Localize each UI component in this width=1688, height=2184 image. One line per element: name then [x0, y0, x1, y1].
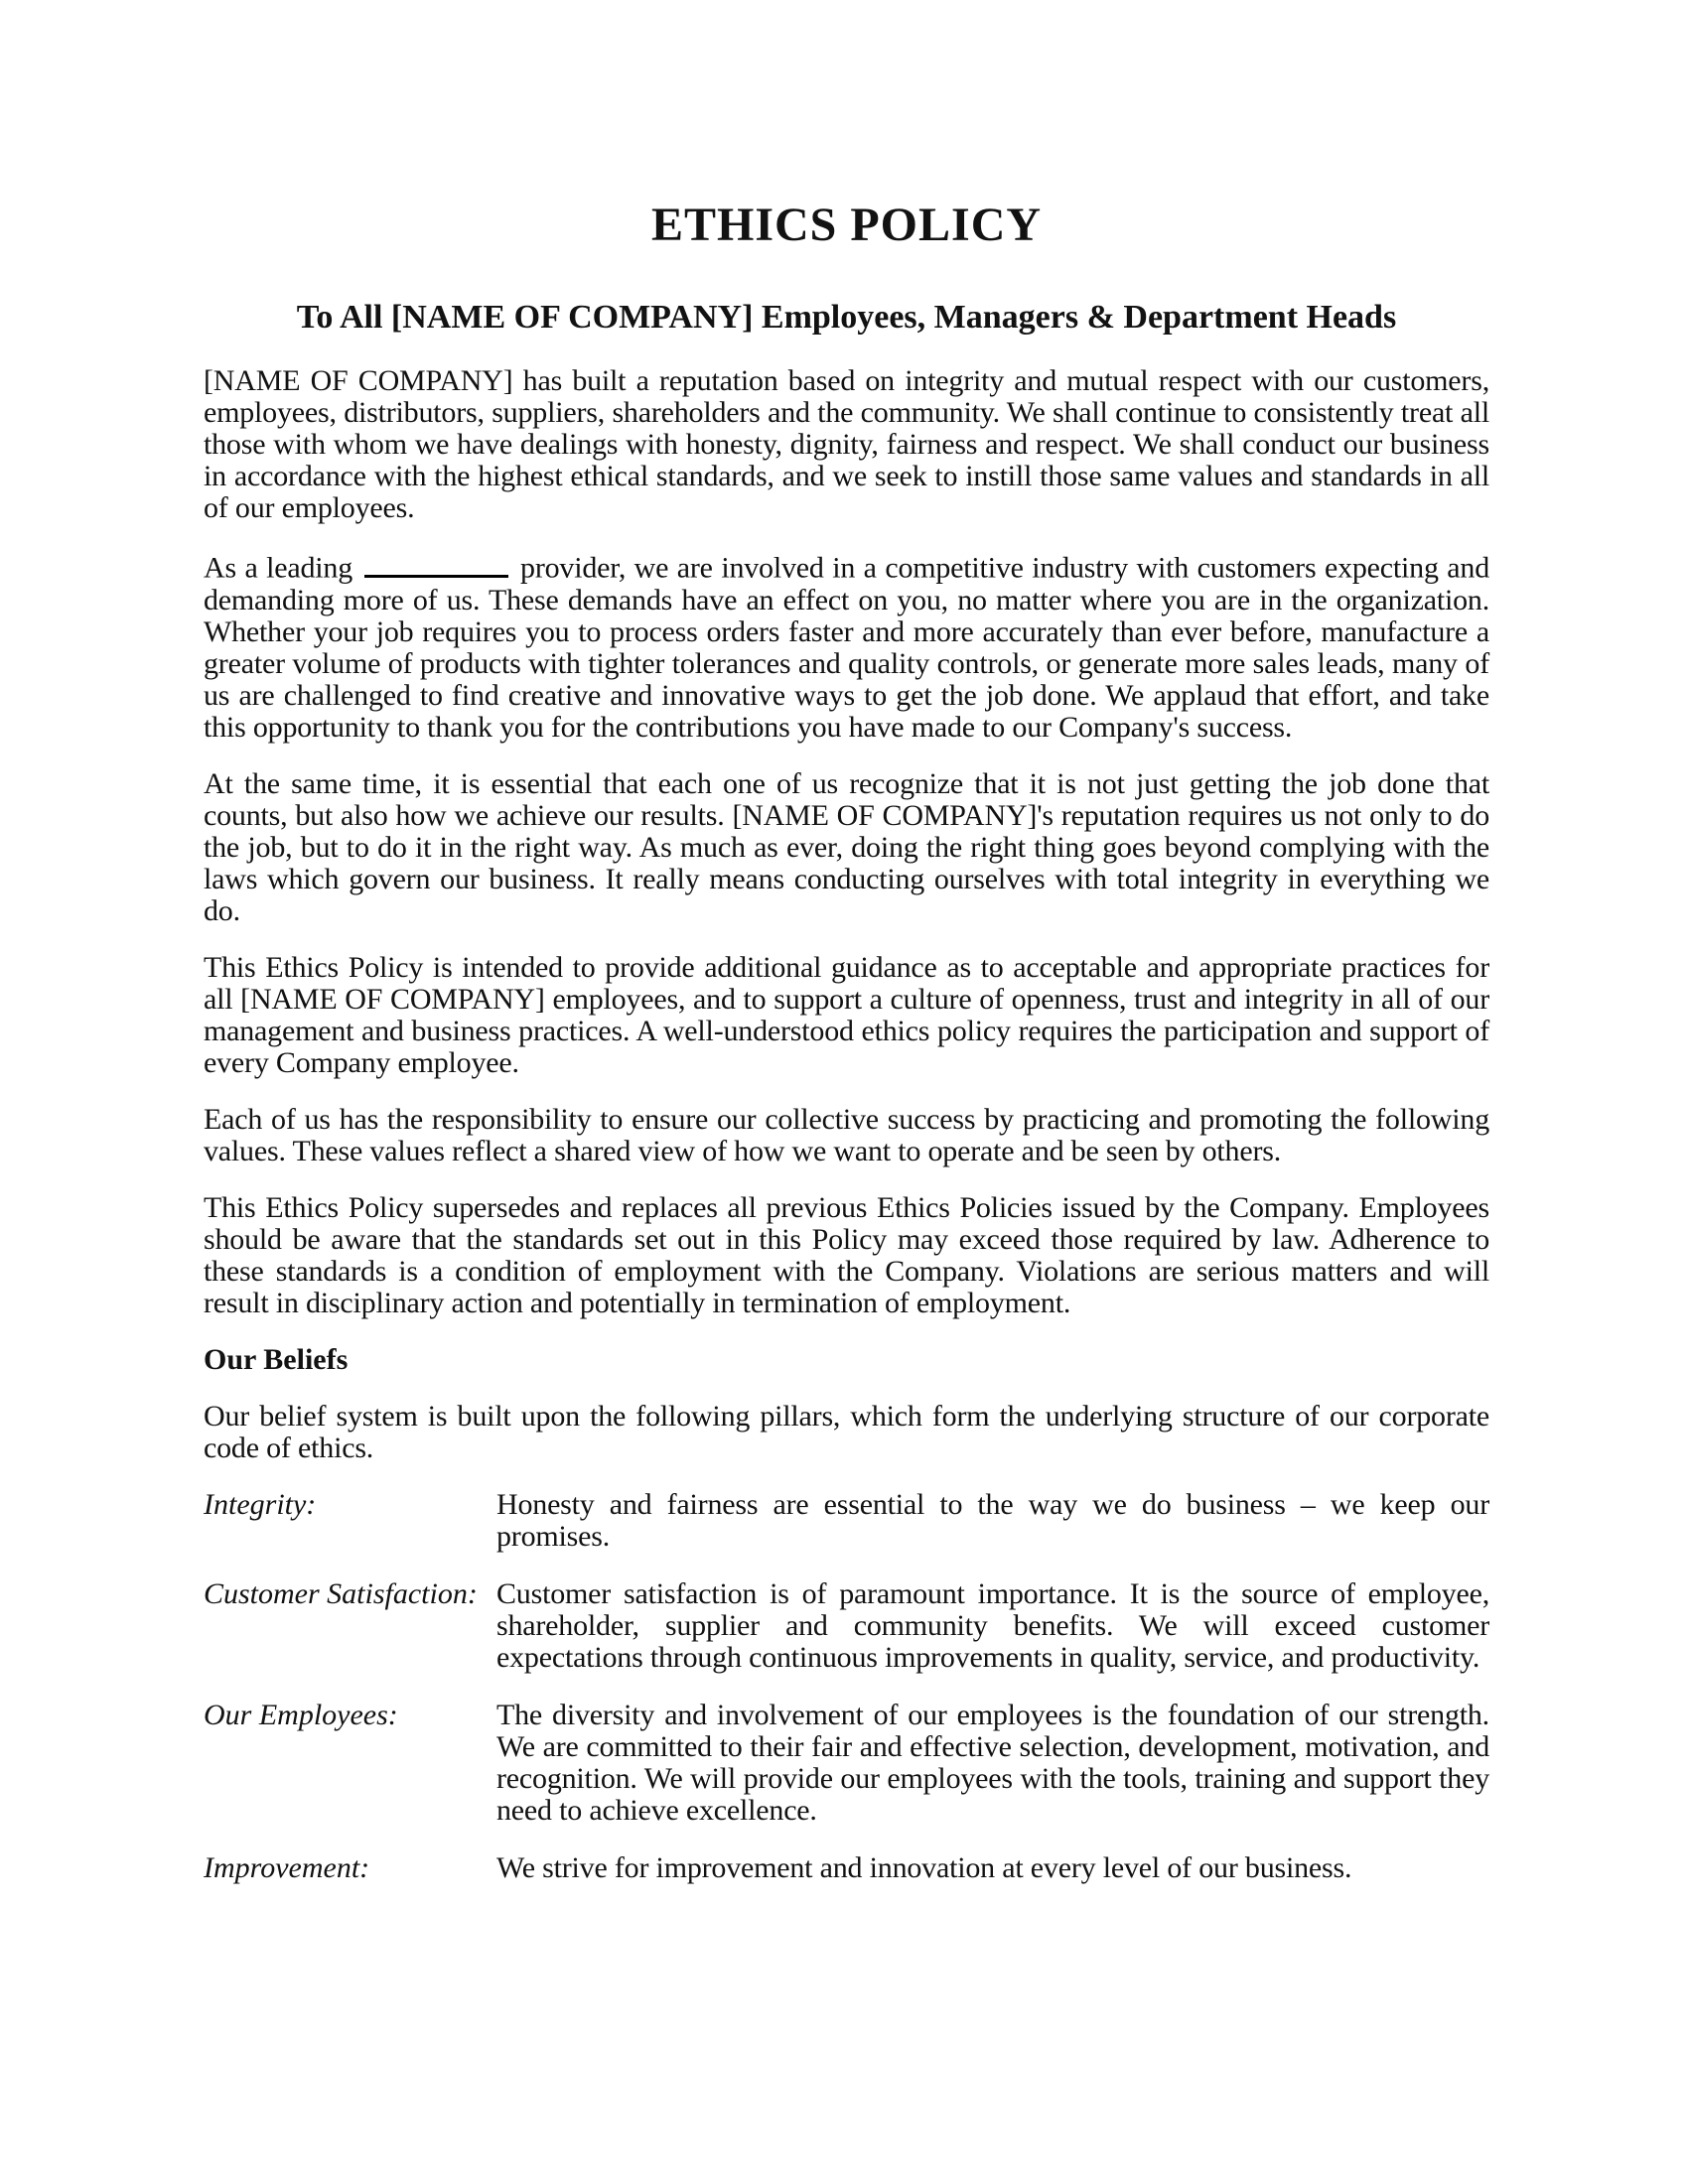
belief-item-our-employees [204, 1700, 1489, 1827]
paragraph-policy-purpose: This Ethics Policy is intended to provide additional guidance as to acceptable and appropriate practices for all [NAME OF COMPANY] employees, and to support a culture of openness, trust and integrity in all of our management and business practices. A well-understood ethics policy requires the participation and support of every Company employee. [204, 950, 1489, 1079]
paragraph-leading-provider-after-blank: provider, we are involved in a competitive industry with customers expecting and demanding more of us. These demands have an effect on you, no matter where you are in the organization. Whether your job requires you to process orders faster and more accurately than ever before, manufacture a greater volume of products with tighter tolerances and quality controls, or generate more sales leads, many of us are challenged to find creative and innovative ways to get the job done. We applaud that effort, and take this opportunity to thank you for the contributions you have made to our Company's success. [204, 551, 1490, 744]
paragraph-leading-provider [204, 549, 1489, 744]
document-title: ETHICS POLICY [650, 199, 1043, 251]
belief-label-improvement: Improvement: [204, 1850, 370, 1884]
paragraph-reputation: [NAME OF COMPANY] has built a reputation based on integrity and mutual respect with our customers, employees, distributors, suppliers, shareholders and the community. We shall continue to consistently treat all those with whom we have dealings with honesty, dignity, fairness and respect. We shall conduct our business in accordance with the highest ethical standards, and we seek to instill those same values and standards in all of our employees. [204, 364, 1489, 524]
fill-in-blank-line [364, 549, 508, 578]
paragraph-doing-it-right: At the same time, it is essential that each one of us recognize that it is not just getting the job done that counts, but also how we achieve our results. [NAME OF COMPANY]'s reputation requires us not only to do the job, but to do it in the right way. As much as ever, doing the right thing goes beyond complying with the laws which govern our business. It really means conducting ourselves with total integrity in everything we do. [204, 766, 1489, 927]
section-heading-our-beliefs: Our Beliefs [204, 1342, 349, 1376]
belief-item-integrity [204, 1489, 1489, 1553]
paragraph-beliefs-intro: Our belief system is built upon the following pillars, which form the underlying structure of our corporate code of ethics. [204, 1399, 1489, 1464]
belief-item-improvement [204, 1852, 1489, 1884]
belief-text-improvement: We strive for improvement and innovation at every level of our business. [496, 1850, 1352, 1884]
belief-label-customer-satisfaction: Customer Satisfaction: [204, 1576, 478, 1610]
belief-text-integrity: Honesty and fairness are essential to the way we do business – we keep our promises. [496, 1487, 1489, 1553]
document-subtitle: To All [NAME OF COMPANY] Employees, Managers & Department Heads [296, 299, 1397, 336]
belief-label-integrity: Integrity: [204, 1487, 317, 1521]
belief-label-our-employees: Our Employees: [204, 1698, 398, 1731]
belief-text-our-employees: The diversity and involvement of our employees is the foundation of our strength. We are committed to their fair and effective selection, development, motivation, and recognition. We will provide our employees with the tools, training and support they need to achieve excellence. [496, 1698, 1489, 1827]
belief-text-customer-satisfaction: Customer satisfaction is of paramount importance. It is the source of employee, shareholder, supplier and community benefits. We will exceed customer expectations through continuous improvements in quality, service, and productivity. [496, 1576, 1489, 1674]
belief-item-customer-satisfaction [204, 1578, 1489, 1674]
paragraph-supersedes: This Ethics Policy supersedes and replaces all previous Ethics Policies issued by the Company. Employees should be aware that the standards set out in this Policy may exceed those required by law. Adherence to these standards is a condition of employment with the Company. Violations are serious matters and will result in disciplinary action and potentially in termination of employment. [204, 1190, 1489, 1319]
paragraph-leading-provider-before-blank: As a leading [204, 551, 353, 585]
paragraph-responsibility: Each of us has the responsibility to ensure our collective success by practicing and promoting the following values. These values reflect a shared view of how we want to operate and be seen by others. [204, 1102, 1489, 1167]
